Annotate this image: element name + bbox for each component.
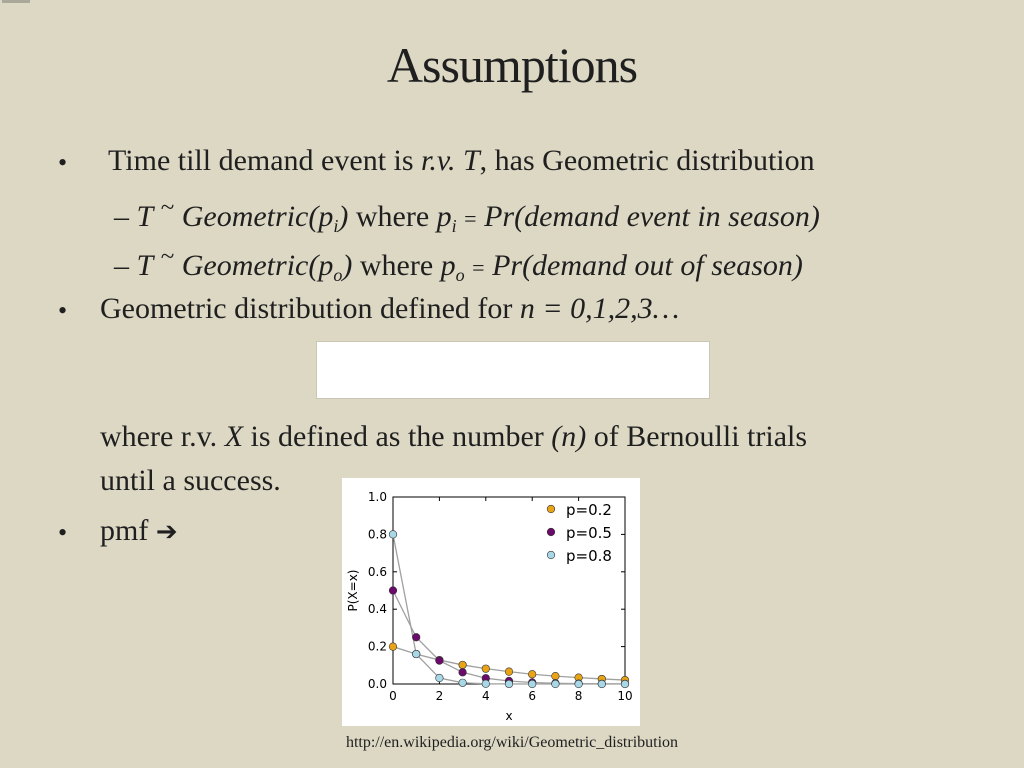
text: of Bernoulli trials — [586, 420, 808, 453]
bullet-time-till-demand — [108, 144, 815, 178]
bullet-pmf — [100, 514, 178, 548]
geometric-pmf-chart — [342, 478, 640, 726]
x-tick-label: 0 — [389, 689, 397, 703]
data-point — [528, 670, 536, 678]
data-point — [575, 680, 583, 688]
rv-t: r.v. T — [421, 144, 480, 177]
y-tick-label: 0.0 — [367, 677, 387, 691]
geometric-label: Geometric(p — [181, 249, 334, 282]
chart-svg — [342, 478, 640, 726]
where-word: where — [352, 249, 441, 282]
subbullet-out-of-season — [114, 243, 803, 286]
paren: ) — [342, 249, 353, 282]
tilde: ~ — [160, 243, 175, 270]
y-axis-label: P(X=x) — [346, 569, 360, 612]
dash-marker: – — [114, 200, 129, 233]
bullet-text-end: , has Geometric distribution — [479, 144, 815, 177]
x-tick-label: 6 — [528, 689, 537, 703]
data-point — [528, 680, 536, 688]
data-point — [436, 674, 444, 682]
where-rv-x-line — [100, 420, 807, 454]
pmf-label: pmf — [100, 514, 156, 547]
until-success-line: until a success. — [100, 464, 281, 497]
y-tick-label: 0.4 — [367, 602, 387, 617]
x-tick-label: 10 — [617, 689, 633, 703]
y-tick-label: 0.6 — [367, 564, 387, 579]
dash-marker: – — [114, 249, 129, 282]
arrow-icon: ➔ — [155, 517, 178, 547]
equals: = — [472, 255, 485, 280]
text: is defined as the number — [243, 420, 552, 453]
bullet-marker: • — [58, 518, 68, 547]
subscript: o — [455, 265, 465, 285]
data-point — [389, 587, 397, 595]
data-point — [389, 531, 397, 539]
data-point — [482, 680, 490, 688]
p-var: p — [436, 200, 452, 233]
var-t: T — [136, 249, 154, 282]
x-tick-label: 2 — [435, 689, 444, 703]
data-point — [621, 680, 629, 688]
x-tick-label: 4 — [481, 689, 490, 703]
subscript: i — [451, 216, 457, 236]
data-point — [598, 680, 606, 688]
legend-label: p=0.5 — [566, 524, 612, 542]
slide-title: Assumptions — [386, 37, 638, 93]
text: where r.v. — [100, 420, 225, 453]
data-point — [436, 657, 444, 665]
x-axis-label: x — [505, 709, 513, 723]
legend-marker — [547, 528, 555, 536]
data-point — [505, 680, 513, 688]
bullet-text: Geometric distribution defined for — [100, 292, 520, 325]
tilde: ~ — [160, 194, 175, 221]
subscript: i — [333, 216, 339, 236]
bullet-geometric-defined — [100, 292, 679, 326]
n-values: n = 0,1,2,3… — [519, 292, 680, 325]
data-point — [459, 661, 467, 669]
data-point — [552, 680, 560, 688]
subscript: o — [333, 265, 343, 285]
var-x: X — [224, 420, 244, 453]
data-point — [505, 668, 513, 676]
subbullet-in-season — [114, 194, 820, 237]
where-word: where — [348, 200, 437, 233]
var-t: T — [136, 200, 154, 233]
data-point — [552, 672, 560, 680]
y-tick-label: 1.0 — [367, 490, 387, 504]
data-point — [412, 650, 420, 658]
var-n: (n) — [551, 420, 587, 453]
data-point — [389, 643, 397, 651]
data-point — [459, 679, 467, 687]
legend-label: p=0.8 — [566, 547, 612, 565]
data-point — [412, 633, 420, 641]
equals: = — [464, 206, 477, 231]
bullet-text: Time till demand event is — [108, 144, 422, 177]
legend-label: p=0.2 — [566, 501, 612, 519]
data-point — [459, 669, 467, 677]
geometric-label: Geometric(p — [181, 200, 334, 233]
legend-marker — [547, 505, 555, 513]
formula-image-box — [316, 341, 710, 399]
bullet-marker: • — [58, 296, 68, 325]
probability-desc: Pr(demand event in season) — [484, 200, 820, 233]
corner-mark — [2, 0, 30, 3]
data-point — [482, 665, 490, 673]
bullet-marker: • — [58, 148, 68, 177]
paren: ) — [338, 200, 349, 233]
y-tick-label: 0.8 — [367, 527, 387, 542]
probability-desc: Pr(demand out of season) — [492, 249, 803, 282]
x-tick-label: 8 — [574, 689, 583, 703]
legend-marker — [547, 551, 555, 559]
y-tick-label: 0.2 — [367, 639, 387, 654]
source-url: http://en.wikipedia.org/wiki/Geometric_distribution — [345, 734, 679, 751]
p-var: p — [440, 249, 456, 282]
